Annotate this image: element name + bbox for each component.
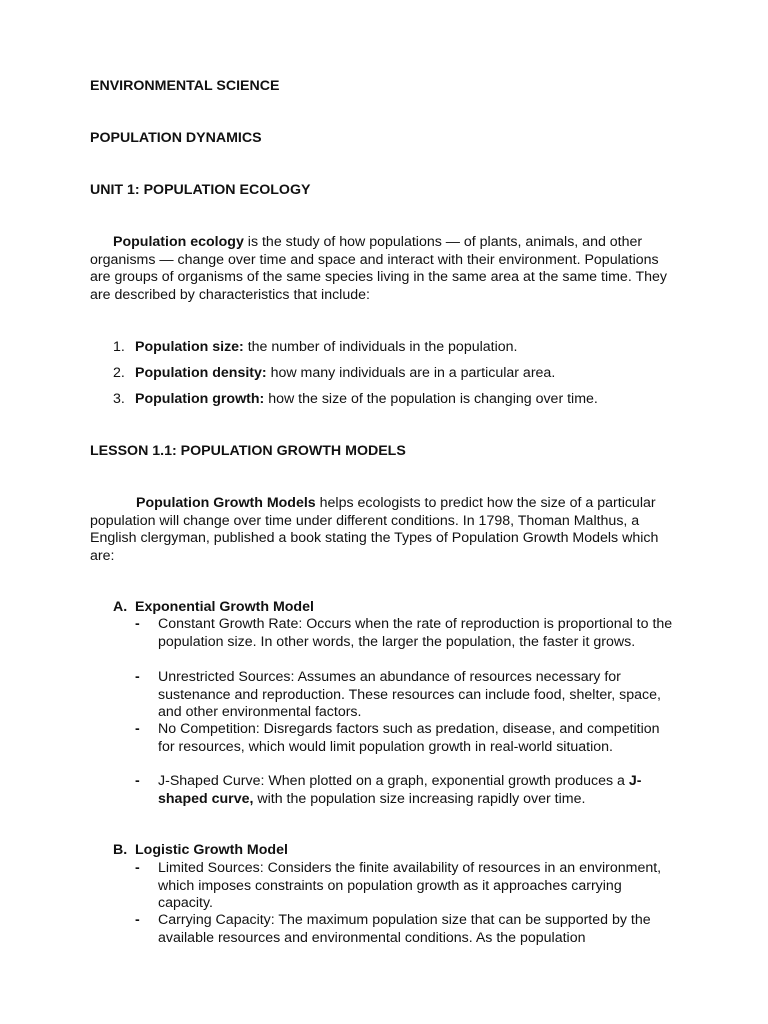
bullet-text-start: J-Shaped Curve: When plotted on a graph, exponential growth produces a [158, 773, 629, 789]
bullet-text-bold: J-shaped curve, [158, 773, 642, 807]
list-item [135, 616, 675, 651]
item-desc: how many individuals are in a particular area. [266, 365, 556, 381]
item-term: Population size: [135, 339, 244, 355]
bullet-dash: - [135, 773, 140, 789]
section-title: Logistic Growth Model [135, 842, 288, 858]
item-number: 2. [113, 365, 125, 381]
unit-title: UNIT 1: POPULATION ECOLOGY [90, 182, 311, 198]
item-term: Population density: [135, 365, 267, 381]
lesson-title: LESSON 1.1: POPULATION GROWTH MODELS [90, 443, 406, 459]
list-item [135, 773, 675, 808]
item-term: Population growth: [135, 391, 265, 407]
topic-title: POPULATION DYNAMICS [90, 130, 262, 146]
list-item [135, 860, 675, 913]
list-item [135, 721, 675, 756]
section-a-heading [113, 599, 314, 617]
section-letter: B. [113, 842, 128, 858]
item-number: 3. [113, 391, 125, 407]
bullet-text [158, 773, 675, 808]
section-b-heading [113, 842, 288, 860]
characteristic-item [113, 339, 673, 357]
bullet-text: Constant Growth Rate: Occurs when the rate of reproduction is proportional to the population size. In other words, the larger the population, the faster it grows. [158, 616, 673, 650]
item-desc: the number of individuals in the population. [243, 339, 518, 355]
characteristic-item [113, 365, 673, 383]
bullet-dash: - [135, 860, 140, 876]
bullet-dash: - [135, 616, 140, 632]
item-number: 1. [113, 339, 125, 355]
section-title: Exponential Growth Model [135, 599, 314, 615]
intro-term: Population ecology [113, 234, 244, 250]
intro-paragraph [90, 234, 682, 304]
bullet-dash: - [135, 912, 140, 928]
list-item [135, 669, 675, 722]
item-desc: how the size of the population is changing over time. [264, 391, 598, 407]
lesson-text: helps ecologists to predict how the size of a particular population will change over time under different conditions. In 1798, Thoman Malthus, a English clergyman, published a book stating the Types of Population Growth Models which are: [90, 495, 659, 564]
intro-text: is the study of how populations — of plants, animals, and other organisms — change over time and space and interact with their environment. Populations are groups of organisms of the same species living in the same area at the same time. They are described by characteristics that include: [90, 234, 667, 303]
bullet-text: Limited Sources: Considers the finite availability of resources in an environment, which imposes constraints on population growth as it approaches carrying capacity. [158, 860, 662, 912]
bullet-text: Carrying Capacity: The maximum population size that can be supported by the available resources and environmental conditions. As the population [158, 912, 651, 946]
bullet-dash: - [135, 721, 140, 737]
lesson-term: Population Growth Models [136, 495, 316, 511]
characteristic-item [113, 391, 673, 409]
bullet-text-end: with the population size increasing rapidly over time. [253, 790, 586, 807]
lesson-paragraph [90, 495, 682, 565]
list-item [135, 912, 675, 947]
section-letter: A. [113, 599, 128, 615]
bullet-text: No Competition: Disregards factors such as predation, disease, and competition for resources, which would limit population growth in real-world situation. [158, 721, 660, 755]
bullet-text: Unrestricted Sources: Assumes an abundance of resources necessary for sustenance and reproduction. These resources can include food, shelter, space, and other environmental factors. [158, 669, 661, 721]
bullet-dash: - [135, 669, 140, 685]
course-title: ENVIRONMENTAL SCIENCE [90, 78, 280, 94]
